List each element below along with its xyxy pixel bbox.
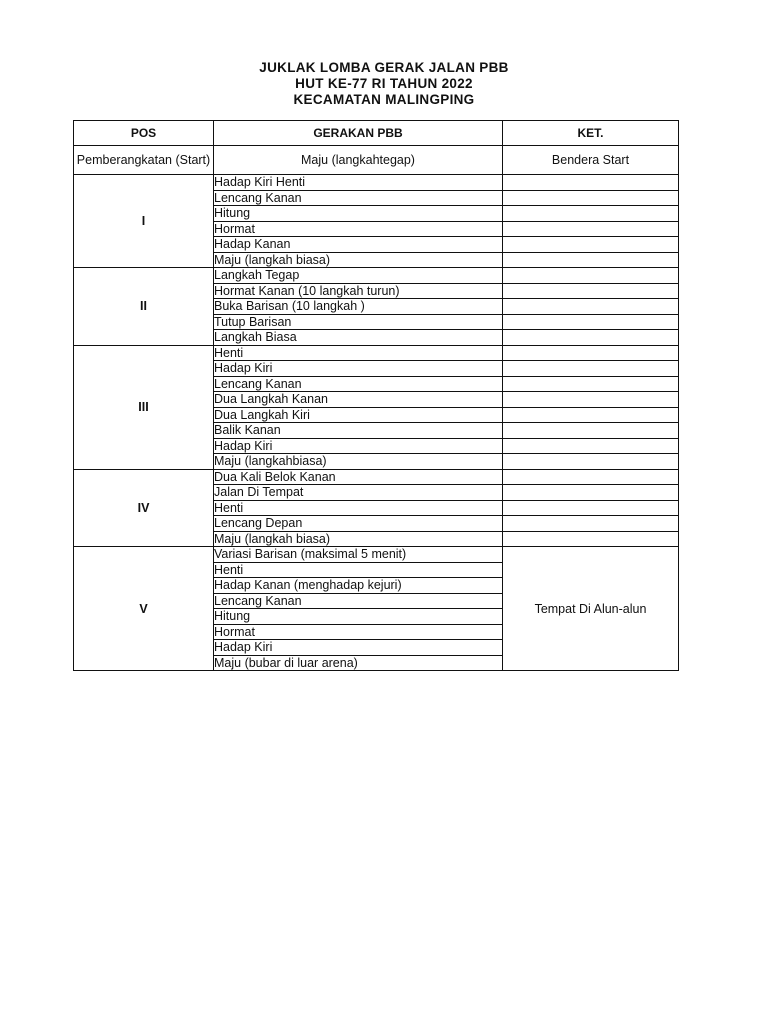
gerakan-cell: Hadap Kanan (menghadap kejuri) [214,578,503,594]
gerakan-cell: Variasi Barisan (maksimal 5 menit) [214,547,503,563]
pos-cell: I [74,175,214,268]
gerakan-cell: Hormat [214,624,503,640]
table-row [74,268,679,284]
pos-cell: V [74,547,214,671]
header-ket: KET. [503,121,679,146]
table-row [74,547,679,563]
ket-cell [503,283,679,299]
gerakan-cell: Henti [214,345,503,361]
gerakan-cell: Lencang Depan [214,516,503,532]
ket-cell [503,190,679,206]
juklak-table [73,120,679,671]
table-row [74,469,679,485]
gerakan-cell: Balik Kanan [214,423,503,439]
gerakan-cell: Maju (langkah biasa) [214,252,503,268]
ket-cell [503,314,679,330]
gerakan-cell: Jalan Di Tempat [214,485,503,501]
gerakan-cell: Hitung [214,206,503,222]
gerakan-cell: Maju (langkahbiasa) [214,454,503,470]
ket-cell [503,237,679,253]
start-row [74,146,679,175]
ket-cell [503,438,679,454]
gerakan-cell: Hormat Kanan (10 langkah turun) [214,283,503,299]
ket-cell [503,407,679,423]
gerakan-cell: Dua Langkah Kanan [214,392,503,408]
pos-cell: III [74,345,214,469]
document-title [0,60,768,108]
title-line-2: HUT KE-77 RI TAHUN 2022 [295,76,473,91]
ket-cell [503,175,679,191]
gerakan-cell: Dua Kali Belok Kanan [214,469,503,485]
ket-cell: Tempat Di Alun-alun [503,547,679,671]
ket-cell [503,345,679,361]
pos-cell: II [74,268,214,346]
start-pos: Pemberangkatan (Start) [74,146,214,175]
gerakan-cell: Lencang Kanan [214,593,503,609]
start-gerakan: Maju (langkahtegap) [214,146,503,175]
ket-cell [503,454,679,470]
ket-cell [503,392,679,408]
ket-cell [503,299,679,315]
ket-cell [503,206,679,222]
ket-cell [503,268,679,284]
ket-cell [503,531,679,547]
gerakan-cell: Langkah Tegap [214,268,503,284]
header-pos: POS [74,121,214,146]
ket-cell [503,516,679,532]
ket-cell [503,361,679,377]
header-gerakan: GERAKAN PBB [214,121,503,146]
title-line-1: JUKLAK LOMBA GERAK JALAN PBB [259,60,509,75]
ket-cell [503,500,679,516]
gerakan-cell: Langkah Biasa [214,330,503,346]
start-ket: Bendera Start [503,146,679,175]
gerakan-cell: Maju (langkah biasa) [214,531,503,547]
gerakan-cell: Hormat [214,221,503,237]
gerakan-cell: Hitung [214,609,503,625]
gerakan-cell: Lencang Kanan [214,190,503,206]
gerakan-cell: Hadap Kiri Henti [214,175,503,191]
gerakan-cell: Hadap Kiri [214,640,503,656]
ket-cell [503,221,679,237]
gerakan-cell: Hadap Kanan [214,237,503,253]
gerakan-cell: Henti [214,562,503,578]
title-line-3: KECAMATAN MALINGPING [293,92,475,107]
gerakan-cell: Hadap Kiri [214,438,503,454]
table-row [74,175,679,191]
gerakan-cell: Maju (bubar di luar arena) [214,655,503,671]
gerakan-cell: Buka Barisan (10 langkah ) [214,299,503,315]
ket-cell [503,485,679,501]
ket-cell [503,252,679,268]
pos-cell: IV [74,469,214,547]
ket-cell [503,423,679,439]
table-row [74,345,679,361]
gerakan-cell: Dua Langkah Kiri [214,407,503,423]
gerakan-cell: Henti [214,500,503,516]
table-header-row [74,121,679,146]
ket-cell [503,469,679,485]
ket-cell [503,376,679,392]
gerakan-cell: Lencang Kanan [214,376,503,392]
gerakan-cell: Hadap Kiri [214,361,503,377]
gerakan-cell: Tutup Barisan [214,314,503,330]
ket-cell [503,330,679,346]
